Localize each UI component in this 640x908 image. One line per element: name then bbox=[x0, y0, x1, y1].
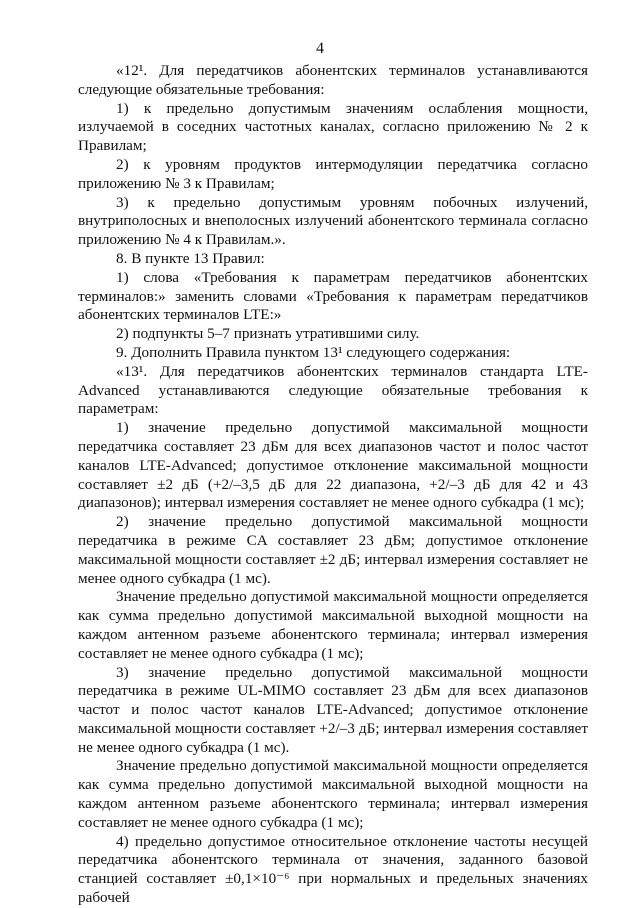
paragraph-13-1-item-3: 3) значение предельно допустимой максимальной мощности передатчика в режиме UL-MIMO составляет 23 дБм для всех диапазонов частот и полос частот каналов LTE-Advanced; допустимое отклонение максимальной мощности составляет +2/–3 дБ; интервал измерения составляет не менее одного субкадра (1 мс). bbox=[78, 663, 588, 756]
paragraph-point-8-item-1: 1) слова «Требования к параметрам передатчиков абонентских терминалов:» заменить словами «Требования к параметрам передатчиков абонентских терминалов LTE:» bbox=[78, 268, 588, 324]
page-number: 4 bbox=[316, 40, 324, 57]
document-body bbox=[78, 62, 588, 908]
paragraph-12-1-intro: «12¹. Для передатчиков абонентских терминалов устанавливаются следующие обязательные требования: bbox=[78, 62, 588, 98]
paragraph-13-1-item-2: 2) значение предельно допустимой максимальной мощности передатчика в режиме CA составляет 23 дБм; допустимое отклонение максимальной мощности составляет ±2 дБ; интервал измерения составляет не менее одного субкадра (1 мс). bbox=[78, 513, 588, 587]
paragraph-13-1-note-1: Значение предельно допустимой максимальной мощности определяется как сумма предельно допустимой максимальной выходной мощности на каждом антенном разъеме абонентского терминала; интервал измерения составляет не менее одного субкадра (1 мс); bbox=[78, 588, 588, 662]
paragraph-13-1-note-2: Значение предельно допустимой максимальной мощности определяется как сумма предельно допустимой максимальной выходной мощности на каждом антенном разъеме абонентского терминала; интервал измерения составляет не менее одного субкадра (1 мс); bbox=[78, 757, 588, 831]
paragraph-12-1-item-3: 3) к предельно допустимым уровням побочных излучений, внутриполосных и внеполосных излучений абонентского терминала согласно приложению № 4 к Правилам.». bbox=[78, 193, 588, 249]
paragraph-point-9: 9. Дополнить Правила пунктом 13¹ следующего содержания: bbox=[116, 343, 511, 361]
paragraph-point-8-item-2: 2) подпункты 5–7 признать утратившими силу. bbox=[116, 325, 420, 343]
paragraph-point-8: 8. В пункте 13 Правил: bbox=[116, 249, 265, 267]
paragraph-13-1-item-4: 4) предельно допустимое относительное отклонение частоты несущей передатчика абонентского терминала от значения, заданного базовой станцией составляет ±0,1×10⁻⁶ при нормальных и предельных значениях рабочей bbox=[78, 832, 588, 907]
paragraph-13-1-item-1: 1) значение предельно допустимой максимальной мощности передатчика составляет 23 дБм для всех диапазонов частот и полос частот каналов LTE-Advanced; допустимое отклонение максимальной мощности составляет ±2 дБ (+2/–3,5 дБ для 22 диапазона, +2/–3 дБ для 42 и 43 диапазонов); интервал измерения составляет не менее одного субкадра (1 мс); bbox=[78, 419, 588, 512]
paragraph-12-1-item-1: 1) к предельно допустимым значениям ослабления мощности, излучаемой в соседних частотных каналах, согласно приложению № 2 к Правилам; bbox=[78, 99, 588, 155]
paragraph-13-1-intro: «13¹. Для передатчиков абонентских терминалов стандарта LTE-Advanced устанавливаются следующие обязательные требования к параметрам: bbox=[78, 362, 588, 418]
paragraph-12-1-item-2: 2) к уровням продуктов интермодуляции передатчика согласно приложению № 3 к Правилам; bbox=[78, 155, 588, 192]
